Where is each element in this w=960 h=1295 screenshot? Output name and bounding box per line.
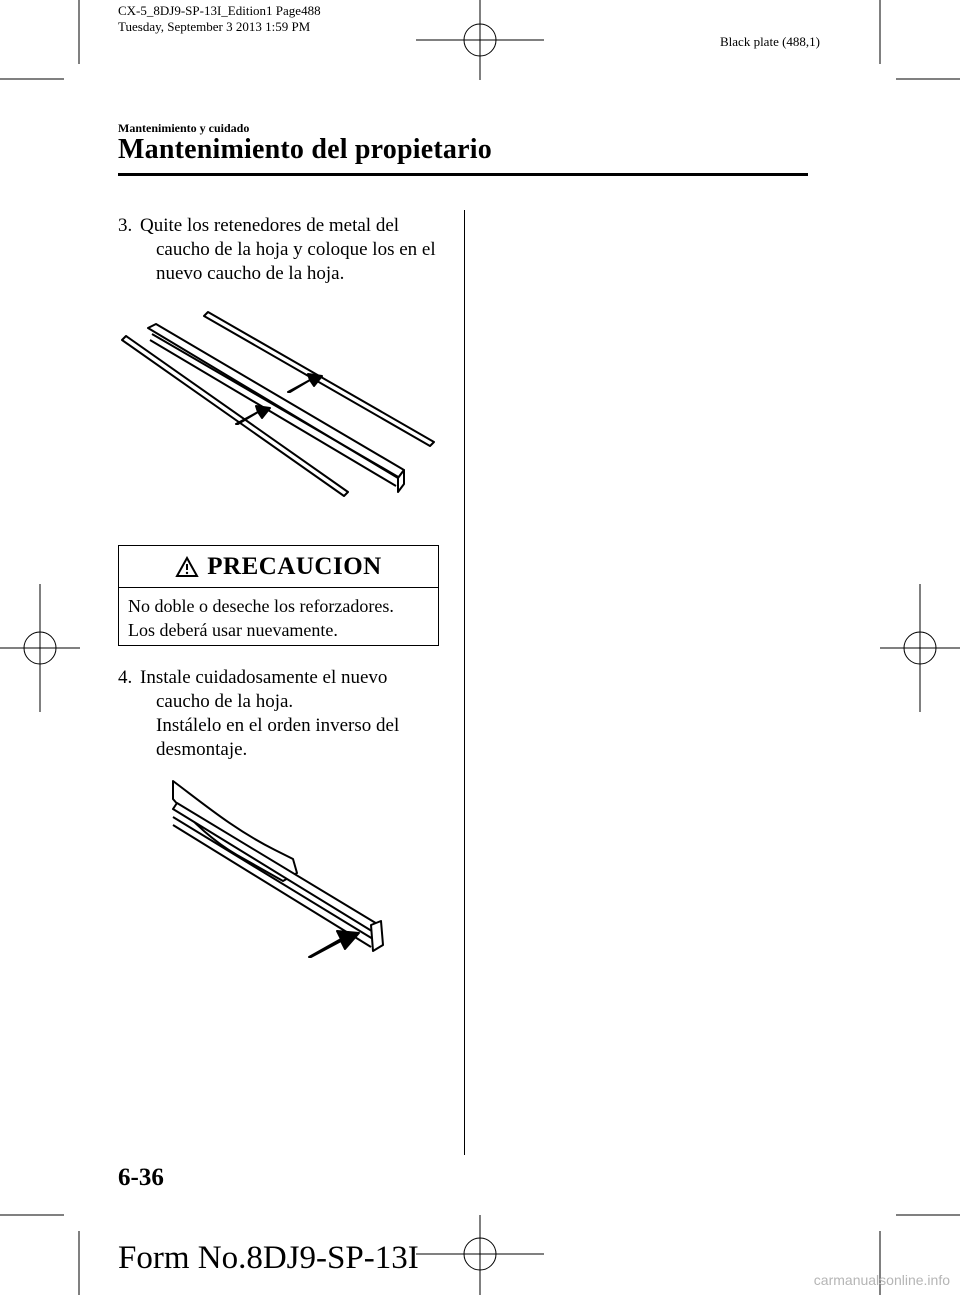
title-rule	[118, 173, 808, 176]
print-date: Tuesday, September 3 2013 1:59 PM	[118, 19, 311, 34]
retainers-illustration	[112, 300, 442, 510]
step-line: caucho de la hoja.	[156, 691, 294, 712]
warning-triangle-icon	[175, 556, 199, 578]
section-label: Mantenimiento y cuidado	[118, 121, 250, 135]
step-line: nuevo caucho de la hoja.	[156, 263, 345, 284]
step-3	[118, 214, 448, 286]
step-line: caucho de la hoja y coloque los en el	[156, 239, 436, 260]
caution-header	[119, 546, 438, 588]
step-line: Instale cuidadosamente el nuevo	[140, 667, 388, 688]
caution-line: No doble o deseche los reforzadores.	[128, 596, 394, 616]
step-4	[118, 666, 448, 762]
step-number: 3.	[118, 215, 133, 236]
step-number: 4.	[118, 667, 133, 688]
file-info: CX-5_8DJ9-SP-13I_Edition1 Page488	[118, 3, 321, 18]
plate-info: Black plate (488,1)	[720, 34, 820, 49]
page-number: 6-36	[118, 1164, 164, 1191]
print-header	[118, 3, 321, 35]
page-title: Mantenimiento del propietario	[118, 134, 492, 165]
step-line: desmontaje.	[156, 739, 248, 760]
column-divider	[464, 210, 465, 1155]
step-line: Quite los retenedores de metal del	[140, 215, 400, 236]
install-rubber-illustration	[165, 775, 395, 975]
caution-box	[118, 545, 439, 646]
watermark: carmanualsonline.info	[813, 1272, 950, 1288]
caution-title: PRECAUCION	[207, 552, 382, 580]
step-line: Instálelo en el orden inverso del	[156, 715, 400, 736]
caution-line: Los deberá usar nuevamente.	[128, 620, 338, 640]
form-number: Form No.8DJ9-SP-13I	[118, 1240, 419, 1276]
